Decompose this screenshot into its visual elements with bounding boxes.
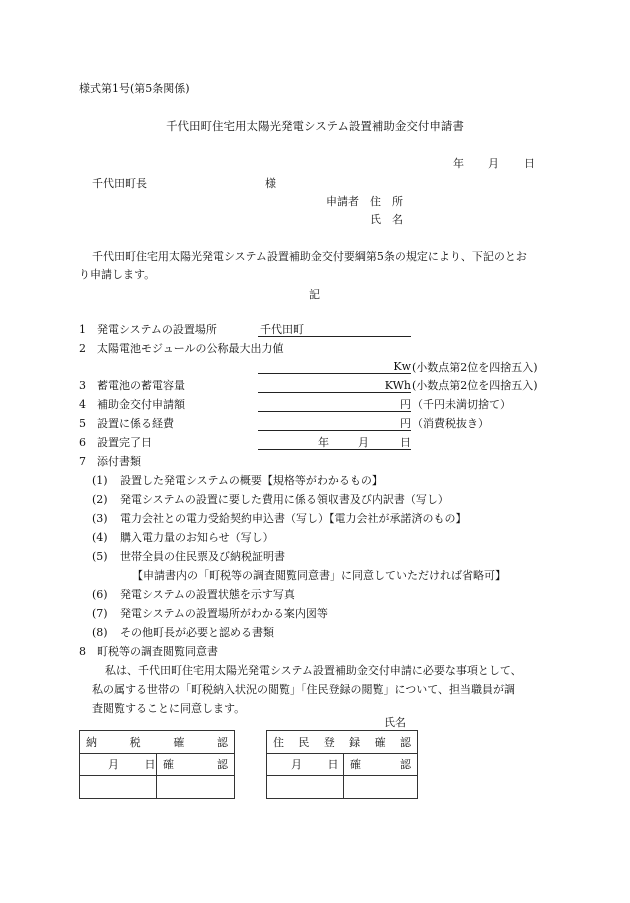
body-text-line-2: り申請します。 bbox=[79, 268, 156, 281]
item-5-unit: 円 bbox=[400, 417, 411, 430]
item-4-number: 4 bbox=[79, 398, 86, 411]
item-4-field[interactable] bbox=[258, 397, 411, 412]
tax-box-day-label: 日 bbox=[144, 758, 156, 771]
tax-box-confirm-stamp[interactable] bbox=[157, 776, 235, 799]
date-day-label: 日 bbox=[524, 157, 535, 170]
resident-box-title-char: 録 bbox=[349, 735, 361, 749]
item-8-label: 町税等の調査閲覧同意書 bbox=[97, 645, 218, 658]
item-6-month: 月 bbox=[358, 436, 369, 449]
resident-box-title-char: 住 bbox=[273, 735, 284, 749]
resident-box-confirm-cell[interactable] bbox=[344, 754, 418, 776]
tax-box-title-char: 納 bbox=[86, 735, 97, 749]
item-6-number: 6 bbox=[79, 436, 86, 449]
body-text-line-1: 千代田町住宅用太陽光発電システム設置補助金交付要綱第5条の規定により、下記のとお bbox=[92, 250, 527, 263]
item-3-label: 蓄電池の蓄電容量 bbox=[97, 379, 185, 392]
item-4-note: （千円未満切捨て） bbox=[412, 398, 511, 411]
resident-box-title-char: 確 bbox=[374, 735, 386, 749]
attachment-7-number: (7) bbox=[92, 607, 108, 620]
consent-text-line-3: 査閲覧することに同意します。 bbox=[92, 702, 246, 715]
tax-box-date-cell[interactable] bbox=[80, 754, 157, 776]
form-title: 千代田町住宅用太陽光発電システム設置補助金交付申請書 bbox=[166, 119, 464, 133]
tax-box-title-char: 認 bbox=[216, 735, 228, 749]
item-8-number: 8 bbox=[79, 645, 86, 658]
tax-box-title-char: 税 bbox=[129, 735, 141, 749]
attachment-6-text: 発電システムの設置状態を示す写真 bbox=[120, 588, 295, 601]
consent-name-label: 氏名 bbox=[384, 716, 406, 729]
resident-box-confirm-char: 認 bbox=[400, 758, 411, 771]
attachment-1-text: 設置した発電システムの概要【規格等がわかるもの】 bbox=[120, 474, 383, 487]
attachment-4-text: 購入電力量のお知らせ（写し） bbox=[120, 531, 274, 544]
item-6-label: 設置完了日 bbox=[97, 436, 152, 449]
item-3-note: (小数点第2位を四捨五入) bbox=[412, 379, 538, 392]
attachment-3-number: (3) bbox=[92, 512, 108, 525]
item-2-label: 太陽電池モジュールの公称最大出力値 bbox=[97, 342, 284, 355]
item-3-field[interactable] bbox=[258, 378, 411, 393]
tax-box-confirm-char: 確 bbox=[163, 758, 174, 771]
attachment-8-text: その他町長が必要と認める書類 bbox=[120, 626, 274, 639]
item-7-number: 7 bbox=[79, 455, 86, 468]
item-5-note: （消費税抜き） bbox=[412, 417, 489, 430]
tax-box-date-stamp[interactable] bbox=[80, 776, 157, 799]
resident-box-title-char: 民 bbox=[298, 735, 310, 749]
tax-box-title-cell bbox=[80, 731, 235, 754]
tax-box-confirm-cell[interactable] bbox=[157, 754, 235, 776]
resident-box-month-label: 月 bbox=[291, 758, 302, 771]
attachment-5-text: 世帯全員の住民票及び納税証明書 bbox=[120, 550, 285, 563]
tax-box-month-label: 月 bbox=[108, 758, 119, 771]
item-6-year: 年 bbox=[318, 436, 329, 449]
item-2-note: (小数点第2位を四捨五入) bbox=[412, 361, 538, 374]
item-1-value: 千代田町 bbox=[260, 323, 304, 336]
item-6-date-field[interactable] bbox=[258, 435, 411, 450]
resident-box-confirm-char: 確 bbox=[350, 758, 361, 771]
tax-box-confirm-char: 認 bbox=[217, 758, 228, 771]
item-2-field[interactable] bbox=[258, 359, 411, 374]
item-5-label: 設置に係る経費 bbox=[97, 417, 174, 430]
attachment-1-number: (1) bbox=[92, 474, 108, 487]
item-1-number: 1 bbox=[79, 323, 86, 336]
item-6-day: 日 bbox=[400, 436, 411, 449]
item-3-number: 3 bbox=[79, 379, 86, 392]
item-3-unit: KWh bbox=[384, 379, 411, 392]
item-2-unit: Kw bbox=[393, 360, 411, 373]
attachment-2-number: (2) bbox=[92, 493, 108, 506]
attachment-8-number: (8) bbox=[92, 626, 108, 639]
consent-text-line-1: 私は、千代田町住宅用太陽光発電システム設置補助金交付申請に必要な事項として、 bbox=[105, 664, 522, 677]
attachment-6-number: (6) bbox=[92, 588, 108, 601]
tax-confirmation-box bbox=[79, 730, 235, 799]
attachment-4-number: (4) bbox=[92, 531, 108, 544]
attachment-3-text: 電力会社との電力受給契約申込書（写し）【電力会社が承諾済のもの】 bbox=[120, 512, 467, 525]
date-year-label: 年 bbox=[453, 157, 464, 170]
attachment-7-text: 発電システムの設置場所がわかる案内図等 bbox=[120, 607, 328, 620]
attachment-5-note: 【申請書内の「町税等の調査閲覧同意書」に同意していただければ省略可】 bbox=[132, 569, 506, 582]
item-1-field[interactable] bbox=[258, 322, 411, 337]
tax-box-title-char: 確 bbox=[173, 735, 185, 749]
form-number: 様式第1号(第5条関係) bbox=[79, 82, 190, 95]
applicant-label: 申請者 bbox=[326, 195, 359, 208]
ki-heading: 記 bbox=[309, 288, 320, 301]
applicant-name-label: 氏 名 bbox=[370, 213, 403, 226]
consent-text-line-2: 私の属する世帯の「町税納入状況の閲覧」「住民登録の閲覧」について、担当職員が調 bbox=[92, 683, 516, 696]
resident-box-confirm-stamp[interactable] bbox=[344, 776, 418, 799]
resident-registration-box bbox=[266, 730, 418, 799]
item-7-label: 添付書類 bbox=[97, 455, 141, 468]
item-4-unit: 円 bbox=[400, 398, 411, 411]
item-2-number: 2 bbox=[79, 342, 86, 355]
resident-box-date-stamp[interactable] bbox=[267, 776, 344, 799]
date-month-label: 月 bbox=[488, 157, 499, 170]
attachment-5-number: (5) bbox=[92, 550, 108, 563]
resident-box-title-char: 認 bbox=[399, 735, 411, 749]
item-5-field[interactable] bbox=[258, 416, 411, 431]
addressee-honorific: 様 bbox=[265, 177, 276, 190]
resident-box-day-label: 日 bbox=[327, 758, 339, 771]
applicant-address-label: 住 所 bbox=[370, 195, 403, 208]
item-5-number: 5 bbox=[79, 417, 86, 430]
item-4-label: 補助金交付申請額 bbox=[97, 398, 185, 411]
item-1-label: 発電システムの設置場所 bbox=[97, 323, 217, 336]
resident-box-date-cell[interactable] bbox=[267, 754, 344, 776]
attachment-2-text: 発電システムの設置に要した費用に係る領収書及び内訳書（写し） bbox=[120, 493, 449, 506]
resident-box-title-cell bbox=[267, 731, 418, 754]
resident-box-title-char: 登 bbox=[323, 735, 335, 749]
addressee-name: 千代田町長 bbox=[92, 177, 147, 190]
